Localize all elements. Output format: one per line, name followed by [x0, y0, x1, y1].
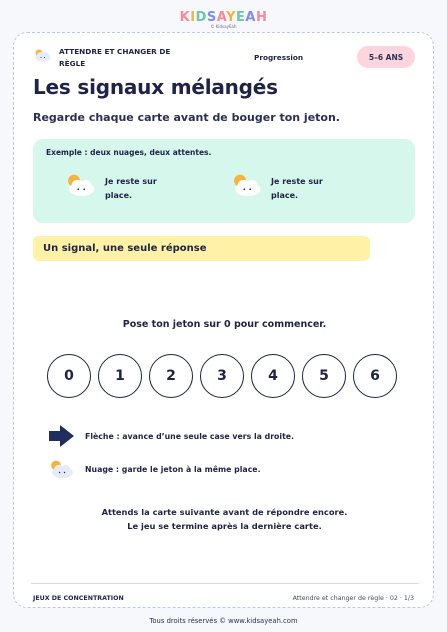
brand-wordmark — [180, 10, 268, 25]
closing-line: Le jeu se termine après la dernière carte. — [127, 521, 322, 531]
track-cell-2[interactable]: 2 — [149, 354, 193, 398]
footer-divider — [31, 583, 419, 584]
brand-letter: D — [195, 10, 207, 25]
brand-tagline: © KidsayEah — [210, 24, 237, 29]
age-badge: 5–6 ANS — [357, 46, 415, 68]
legend-cloud-row — [47, 459, 261, 479]
page-title: Les signaux mélangés — [33, 75, 278, 99]
sun-cloud-icon — [32, 48, 52, 62]
track-cell-6[interactable]: 6 — [353, 354, 397, 398]
track-cell-4[interactable]: 4 — [251, 354, 295, 398]
brand-letter: A — [245, 10, 256, 25]
example-item — [229, 173, 331, 203]
brand-letter: H — [255, 10, 268, 25]
brand-letter: S — [206, 10, 217, 25]
copyright-notice: Tous droits réservés © www.kidsayeah.com — [149, 617, 298, 625]
progression-label: Progression — [254, 53, 304, 62]
sun-cloud-icon — [63, 173, 97, 197]
page-subtitle: Regarde chaque carte avant de bouger ton jeton. — [33, 111, 340, 124]
sun-cloud-icon — [229, 173, 263, 197]
legend-arrow-row — [47, 424, 294, 448]
brand-letter: I — [190, 10, 196, 25]
closing-line: Attends la carte suivante avant de répondre encore. — [101, 507, 348, 517]
example-item-text: Je reste sur place. — [105, 177, 157, 200]
worksheet-topic: ATTENDRE ET CHANGER DE RÈGLE — [59, 47, 171, 68]
footer-category: JEUX DE CONCENTRATION — [33, 595, 124, 602]
brand-letter: K — [179, 10, 191, 25]
track-cell-1[interactable]: 1 — [98, 354, 142, 398]
sun-cloud-icon — [47, 459, 75, 479]
brand-letter: A — [216, 10, 227, 25]
brand-letter: Y — [226, 10, 236, 25]
track-cell-5[interactable]: 5 — [302, 354, 346, 398]
example-item — [63, 173, 165, 203]
track-cell-3[interactable]: 3 — [200, 354, 244, 398]
example-box — [33, 139, 415, 223]
arrow-right-icon — [47, 424, 75, 448]
track-cell-0[interactable]: 0 — [47, 354, 91, 398]
footer-page-info: Attendre et changer de règle · 02 · 1/3 — [292, 595, 414, 602]
brand-letter: E — [236, 10, 246, 25]
worksheet-card — [13, 32, 434, 608]
example-item-text: Je reste sur place. — [271, 177, 323, 200]
legend-arrow-text: Flèche : avance d’une seule case vers la droite. — [85, 431, 295, 441]
closing-instructions — [14, 505, 435, 533]
number-track — [47, 354, 397, 398]
legend-cloud-text: Nuage : garde le jeton à la même place. — [85, 464, 261, 474]
brand-logo — [0, 6, 447, 29]
start-instruction: Pose ton jeton sur 0 pour commencer. — [122, 319, 327, 330]
section-banner: Un signal, une seule réponse — [33, 236, 370, 261]
example-title: Exemple : deux nuages, deux attentes. — [46, 148, 212, 157]
